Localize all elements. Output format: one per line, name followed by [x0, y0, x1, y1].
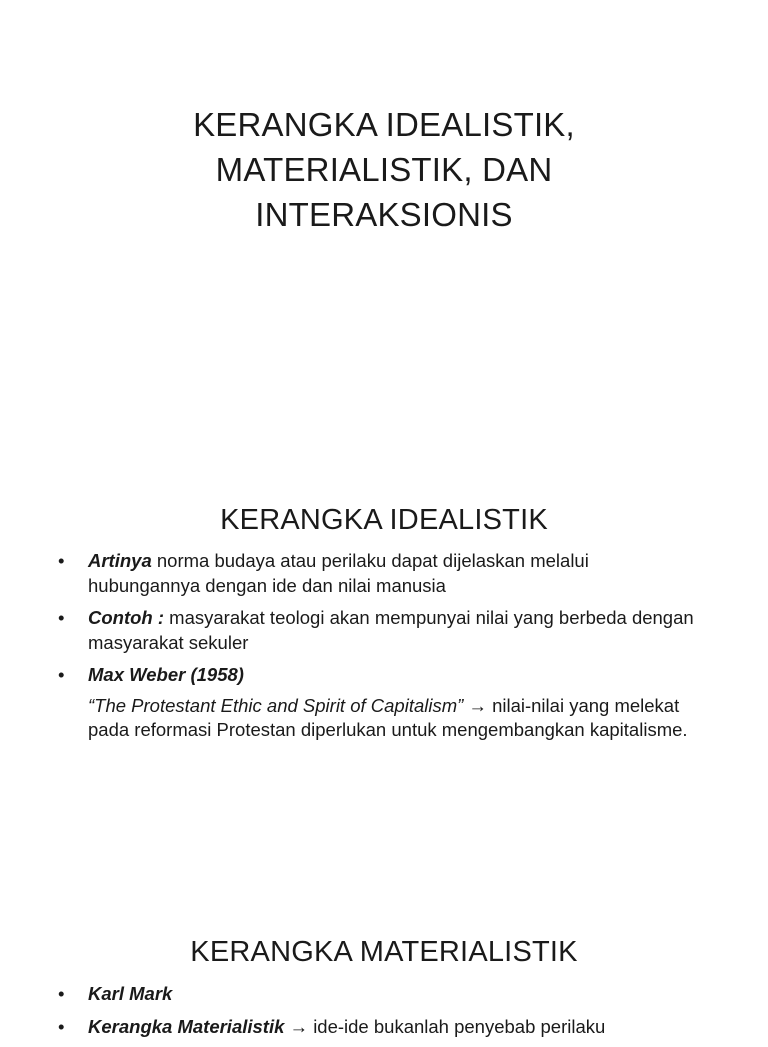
title-line-1: KERANGKA IDEALISTIK, [193, 106, 575, 144]
bullet-term: Artinya [88, 550, 152, 571]
bullet-text: norma budaya atau perilaku dapat dijelaskan melalui hubungannya dengan ide dan nilai manusia [88, 550, 589, 596]
bullet-icon: • [58, 664, 65, 685]
slide-2-title: KERANGKA IDEALISTIK [220, 504, 548, 537]
bullet-term: Max Weber (1958) [88, 664, 244, 685]
title-line-3: INTERAKSIONIS [255, 196, 513, 234]
list-item [58, 982, 698, 1007]
bullet-icon: • [58, 983, 65, 1004]
bullet-term: Kerangka Materialistik [88, 1015, 285, 1037]
list-item [58, 1015, 698, 1040]
sub-paragraph [58, 694, 698, 743]
slide-2-bullet-list [58, 549, 698, 743]
list-item [58, 606, 698, 655]
list-item [58, 549, 698, 598]
bullet-text: ide-ide bukanlah penyebab perilaku [313, 1015, 606, 1037]
slide-3 [0, 860, 768, 1037]
sub-paragraph-text: nilai-nilai yang melekat pada reformasi Protestan diperlukan untuk mengembangkan kapitalisme. [88, 694, 688, 740]
bullet-term: Karl Mark [88, 983, 173, 1004]
title-line-2: MATERIALISTIK, DAN [215, 151, 553, 189]
slide-1 [0, 0, 768, 430]
bullet-icon: • [58, 607, 65, 628]
slide-3-title: KERANGKA MATERIALISTIK [190, 936, 578, 969]
bullet-term: Contoh : [88, 607, 165, 628]
arrow-right-icon: → [284, 1015, 314, 1037]
list-item [58, 663, 698, 688]
arrow-right-icon: → [463, 694, 493, 716]
quote-text: “The Protestant Ethic and Spirit of Capitalism” [88, 694, 464, 716]
page-title [0, 102, 768, 237]
slide-3-bullet-list [58, 982, 698, 1047]
slide-2 [0, 430, 768, 860]
bullet-text: masyarakat teologi akan mempunyai nilai yang berbeda dengan masyarakat sekuler [88, 607, 694, 653]
bullet-icon: • [58, 550, 65, 571]
bullet-icon: • [58, 1015, 65, 1037]
